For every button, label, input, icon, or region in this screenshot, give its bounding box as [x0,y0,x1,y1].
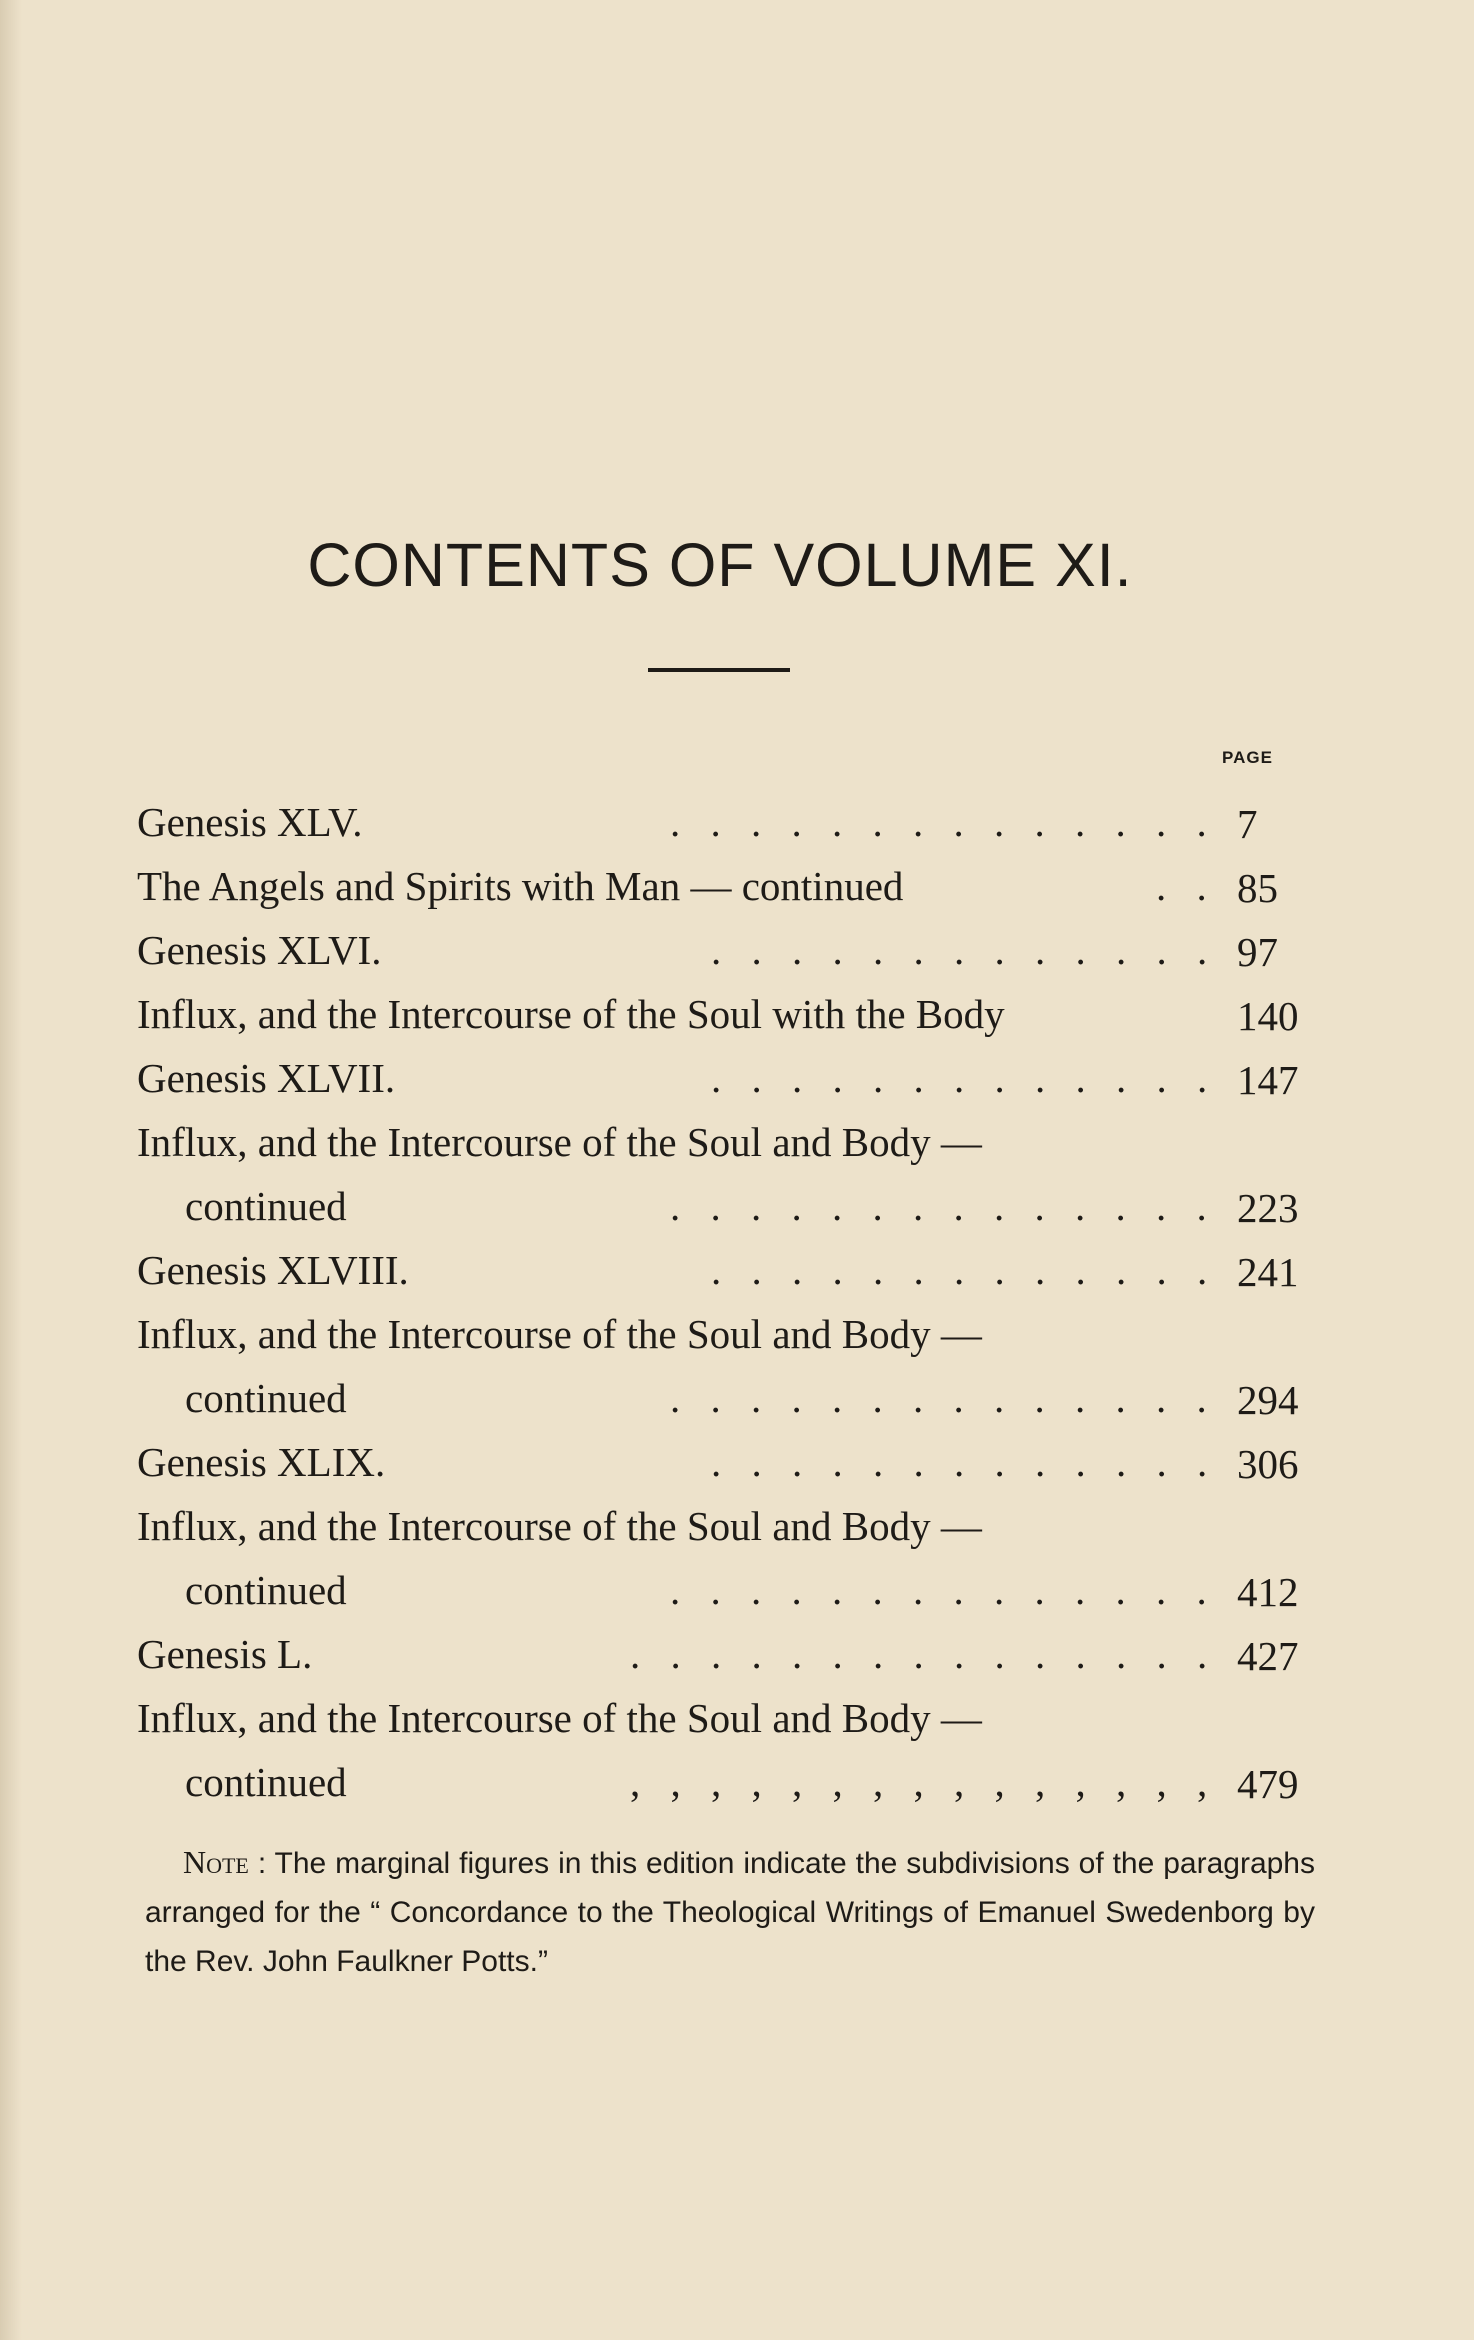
title-rule [648,668,790,672]
toc-leader-dots: . . . . . . . . . . . . . . [670,799,1217,845]
toc-leader-dots: . . . . . . . . . . . . . [711,1055,1218,1101]
toc-entry [137,1558,1317,1622]
toc-page-number: 427 [1237,1633,1299,1679]
toc-page-number: 294 [1237,1377,1299,1423]
toc-entry-title: continued [185,1375,347,1421]
toc-entry-title: continued [185,1567,347,1613]
toc-entry [137,982,1317,1046]
page-gutter-shadow [0,0,22,2340]
toc-leader-dots: . . . . . . . . . . . . . . [670,1567,1217,1613]
toc-entry-title: Genesis XLVIII. [137,1247,409,1293]
toc-entry-title: Influx, and the Intercourse of the Soul and Body — [137,1119,982,1165]
toc-entry [137,1686,1317,1750]
toc-entry [137,1430,1317,1494]
toc-page-number: 7 [1237,801,1258,847]
toc-leader-dots: . . [1156,863,1217,909]
toc-entry [137,1174,1317,1238]
toc-page-number: 306 [1237,1441,1299,1487]
toc-page-number: 140 [1237,993,1299,1039]
toc-leader-dots: . . . . . . . . . . . . . . . [630,1631,1218,1677]
toc-entry [137,918,1317,982]
toc-leader-dots: . . . . . . . . . . . . . . [670,1375,1217,1421]
toc-leader-dots: . . . . . . . . . . . . . [711,927,1218,973]
toc-entry-title: Influx, and the Intercourse of the Soul and Body — [137,1503,982,1549]
toc-entry-title: continued [185,1183,347,1229]
toc-entry [137,1238,1317,1302]
edition-note [145,1838,1315,1986]
toc-page-number: 241 [1237,1249,1299,1295]
toc-page-number: 479 [1237,1761,1299,1807]
toc-entry [137,1046,1317,1110]
toc-leader-dots: . . . . . . . . . . . . . [711,1439,1218,1485]
toc-entry-title: continued [185,1759,347,1805]
toc-page-number: 412 [1237,1569,1299,1615]
toc-entry-title: Influx, and the Intercourse of the Soul with the Body [137,991,1005,1037]
toc-leader-dots: , , , , , , , , , , , , , , , [630,1759,1218,1805]
toc-entry-title: Genesis XLV. [137,799,363,845]
toc-entry-title: Genesis XLVII. [137,1055,396,1101]
toc-entry-title: Influx, and the Intercourse of the Soul and Body — [137,1695,982,1741]
toc-entry [137,1750,1317,1814]
toc-page-number: 147 [1237,1057,1299,1103]
toc-entry-title: Genesis XLVI. [137,927,382,973]
toc-page-number: 223 [1237,1185,1299,1231]
table-of-contents [137,790,1317,1814]
toc-entry [137,854,1317,918]
toc-entry [137,1110,1317,1174]
toc-entry [137,1302,1317,1366]
toc-entry [137,1366,1317,1430]
toc-entry [137,1494,1317,1558]
page-title: CONTENTS OF VOLUME XI. [307,531,1133,599]
toc-leader-dots: . . . . . . . . . . . . . . [670,1183,1217,1229]
toc-entry-title: Genesis L. [137,1631,313,1677]
toc-entry-title: The Angels and Spirits with Man — continued [137,863,904,909]
toc-entry-title: Genesis XLIX. [137,1439,386,1485]
toc-leader-dots: . . . . . . . . . . . . . [711,1247,1218,1293]
toc-entry [137,790,1317,854]
toc-page-number: 97 [1237,929,1278,975]
toc-page-number: 85 [1237,865,1278,911]
note-text: : The marginal figures in this edition indicate the subdivisions of the paragraphs arranged for the “ Concordance to the Theological Writings of Emanuel Swedenborg by the Rev. John Faulkner Potts.” [145,1847,1315,1978]
toc-entry [137,1622,1317,1686]
note-label: Note [183,1844,249,1880]
toc-entry-title: Influx, and the Intercourse of the Soul and Body — [137,1311,982,1357]
page-column-label: PAGE [1222,748,1273,767]
